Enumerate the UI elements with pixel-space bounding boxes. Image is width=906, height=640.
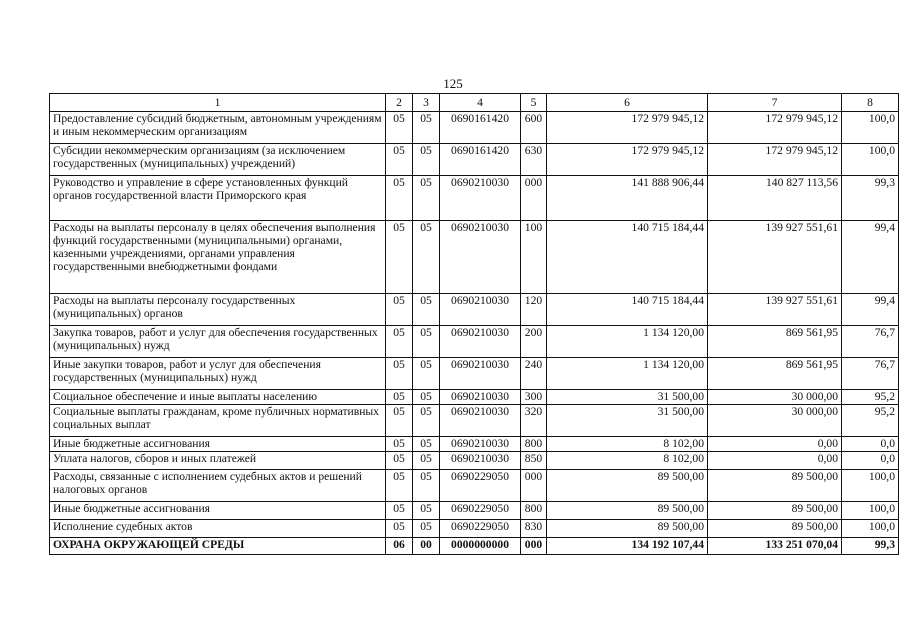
target-article-code: 0000000000: [440, 538, 521, 555]
header-cell: 5: [521, 94, 547, 112]
planned-amount: 31 500,00: [547, 405, 708, 437]
planned-amount: 8 102,00: [547, 437, 708, 452]
target-article-code: 0690210030: [440, 405, 521, 437]
executed-amount: 30 000,00: [708, 390, 842, 405]
subsection-code: 05: [413, 112, 440, 144]
execution-percent: 95,2: [842, 390, 899, 405]
expense-type-code: 120: [521, 294, 547, 326]
planned-amount: 1 134 120,00: [547, 358, 708, 390]
execution-percent: 99,4: [842, 221, 899, 294]
subsection-code: 05: [413, 294, 440, 326]
table-row: [50, 502, 899, 520]
expense-type-code: 200: [521, 326, 547, 358]
target-article-code: 0690210030: [440, 437, 521, 452]
planned-amount: 31 500,00: [547, 390, 708, 405]
execution-percent: 100,0: [842, 112, 899, 144]
expense-type-code: 600: [521, 112, 547, 144]
table-row: [50, 294, 899, 326]
subsection-code: 05: [413, 176, 440, 221]
executed-amount: 133 251 070,04: [708, 538, 842, 555]
subsection-code: 00: [413, 538, 440, 555]
section-code: 06: [386, 538, 413, 555]
section-code: 05: [386, 470, 413, 502]
header-cell: 4: [440, 94, 521, 112]
header-cell: 8: [842, 94, 899, 112]
table-body: [50, 112, 899, 555]
planned-amount: 134 192 107,44: [547, 538, 708, 555]
planned-amount: 140 715 184,44: [547, 294, 708, 326]
row-name: Иные бюджетные ассигнования: [50, 437, 386, 452]
section-code: 05: [386, 144, 413, 176]
executed-amount: 0,00: [708, 437, 842, 452]
execution-percent: 99,3: [842, 176, 899, 221]
subsection-code: 05: [413, 405, 440, 437]
subsection-code: 05: [413, 437, 440, 452]
target-article-code: 0690210030: [440, 176, 521, 221]
execution-percent: 100,0: [842, 470, 899, 502]
subsection-code: 05: [413, 520, 440, 538]
total-row: [50, 538, 899, 555]
section-code: 05: [386, 294, 413, 326]
expense-type-code: 300: [521, 390, 547, 405]
executed-amount: 30 000,00: [708, 405, 842, 437]
section-code: 05: [386, 452, 413, 470]
executed-amount: 139 927 551,61: [708, 221, 842, 294]
expense-type-code: 800: [521, 437, 547, 452]
table-row: [50, 176, 899, 221]
row-name: ОХРАНА ОКРУЖАЮЩЕЙ СРЕДЫ: [50, 538, 386, 555]
planned-amount: 89 500,00: [547, 502, 708, 520]
section-code: 05: [386, 390, 413, 405]
section-code: 05: [386, 520, 413, 538]
subsection-code: 05: [413, 470, 440, 502]
planned-amount: 141 888 906,44: [547, 176, 708, 221]
row-name: Субсидии некоммерческим организациям (за исключением государственных (муниципальных) учреждений): [50, 144, 386, 176]
target-article-code: 0690161420: [440, 144, 521, 176]
planned-amount: 140 715 184,44: [547, 221, 708, 294]
expense-type-code: 240: [521, 358, 547, 390]
executed-amount: 139 927 551,61: [708, 294, 842, 326]
section-code: 05: [386, 405, 413, 437]
expense-type-code: 000: [521, 538, 547, 555]
row-name: Иные закупки товаров, работ и услуг для обеспечения государственных (муниципальных) нужд: [50, 358, 386, 390]
executed-amount: 172 979 945,12: [708, 144, 842, 176]
section-code: 05: [386, 112, 413, 144]
executed-amount: 172 979 945,12: [708, 112, 842, 144]
row-name: Расходы на выплаты персоналу в целях обеспечения выполнения функций государственными (муниципальными) органами, казенными учреждениями, органами управления государственными внебюджетными фондами: [50, 221, 386, 294]
subsection-code: 05: [413, 502, 440, 520]
subsection-code: 05: [413, 390, 440, 405]
table-row: [50, 326, 899, 358]
planned-amount: 172 979 945,12: [547, 144, 708, 176]
target-article-code: 0690210030: [440, 294, 521, 326]
executed-amount: 89 500,00: [708, 470, 842, 502]
row-name: Иные бюджетные ассигнования: [50, 502, 386, 520]
row-name: Предоставление субсидий бюджетным, автономным учреждениям и иным некоммерческим организациям: [50, 112, 386, 144]
header-cell: 2: [386, 94, 413, 112]
header-cell: 6: [547, 94, 708, 112]
executed-amount: 869 561,95: [708, 358, 842, 390]
row-name: Уплата налогов, сборов и иных платежей: [50, 452, 386, 470]
expense-type-code: 800: [521, 502, 547, 520]
executed-amount: 140 827 113,56: [708, 176, 842, 221]
table-row: [50, 405, 899, 437]
table-row: [50, 390, 899, 405]
executed-amount: 89 500,00: [708, 502, 842, 520]
expense-type-code: 850: [521, 452, 547, 470]
execution-percent: 99,3: [842, 538, 899, 555]
target-article-code: 0690161420: [440, 112, 521, 144]
expense-type-code: 000: [521, 470, 547, 502]
subsection-code: 05: [413, 326, 440, 358]
header-cell: 1: [50, 94, 386, 112]
planned-amount: 172 979 945,12: [547, 112, 708, 144]
subsection-code: 05: [413, 358, 440, 390]
expense-type-code: 630: [521, 144, 547, 176]
subsection-code: 05: [413, 452, 440, 470]
budget-table: [49, 93, 899, 555]
header-cell: 7: [708, 94, 842, 112]
expense-type-code: 830: [521, 520, 547, 538]
planned-amount: 89 500,00: [547, 470, 708, 502]
planned-amount: 8 102,00: [547, 452, 708, 470]
section-code: 05: [386, 437, 413, 452]
planned-amount: 1 134 120,00: [547, 326, 708, 358]
subsection-code: 05: [413, 144, 440, 176]
execution-percent: 76,7: [842, 326, 899, 358]
target-article-code: 0690229050: [440, 470, 521, 502]
table-row: [50, 112, 899, 144]
table-row: [50, 358, 899, 390]
execution-percent: 100,0: [842, 502, 899, 520]
executed-amount: 89 500,00: [708, 520, 842, 538]
page-number: 125: [443, 76, 463, 91]
section-code: 05: [386, 358, 413, 390]
table-row: [50, 470, 899, 502]
execution-percent: 100,0: [842, 144, 899, 176]
target-article-code: 0690210030: [440, 452, 521, 470]
table-row: [50, 221, 899, 294]
executed-amount: 0,00: [708, 452, 842, 470]
planned-amount: 89 500,00: [547, 520, 708, 538]
execution-percent: 100,0: [842, 520, 899, 538]
row-name: Закупка товаров, работ и услуг для обеспечения государственных (муниципальных) нужд: [50, 326, 386, 358]
table-row: [50, 437, 899, 452]
executed-amount: 869 561,95: [708, 326, 842, 358]
section-code: 05: [386, 326, 413, 358]
section-code: 05: [386, 176, 413, 221]
table-row: [50, 144, 899, 176]
row-name: Расходы, связанные с исполнением судебных актов и решений налоговых органов: [50, 470, 386, 502]
row-name: Социальное обеспечение и иные выплаты населению: [50, 390, 386, 405]
target-article-code: 0690210030: [440, 358, 521, 390]
section-code: 05: [386, 221, 413, 294]
target-article-code: 0690210030: [440, 221, 521, 294]
row-name: Социальные выплаты гражданам, кроме публичных нормативных социальных выплат: [50, 405, 386, 437]
table-row: [50, 452, 899, 470]
target-article-code: 0690229050: [440, 502, 521, 520]
execution-percent: 0,0: [842, 437, 899, 452]
execution-percent: 76,7: [842, 358, 899, 390]
target-article-code: 0690210030: [440, 326, 521, 358]
row-name: Исполнение судебных актов: [50, 520, 386, 538]
expense-type-code: 100: [521, 221, 547, 294]
execution-percent: 0,0: [842, 452, 899, 470]
row-name: Руководство и управление в сфере установленных функций органов государственной власти Приморского края: [50, 176, 386, 221]
target-article-code: 0690229050: [440, 520, 521, 538]
header-row: [50, 94, 899, 112]
section-code: 05: [386, 502, 413, 520]
target-article-code: 0690210030: [440, 390, 521, 405]
header-cell: 3: [413, 94, 440, 112]
expense-type-code: 000: [521, 176, 547, 221]
execution-percent: 99,4: [842, 294, 899, 326]
expense-type-code: 320: [521, 405, 547, 437]
table-row: [50, 520, 899, 538]
subsection-code: 05: [413, 221, 440, 294]
row-name: Расходы на выплаты персоналу государственных (муниципальных) органов: [50, 294, 386, 326]
execution-percent: 95,2: [842, 405, 899, 437]
